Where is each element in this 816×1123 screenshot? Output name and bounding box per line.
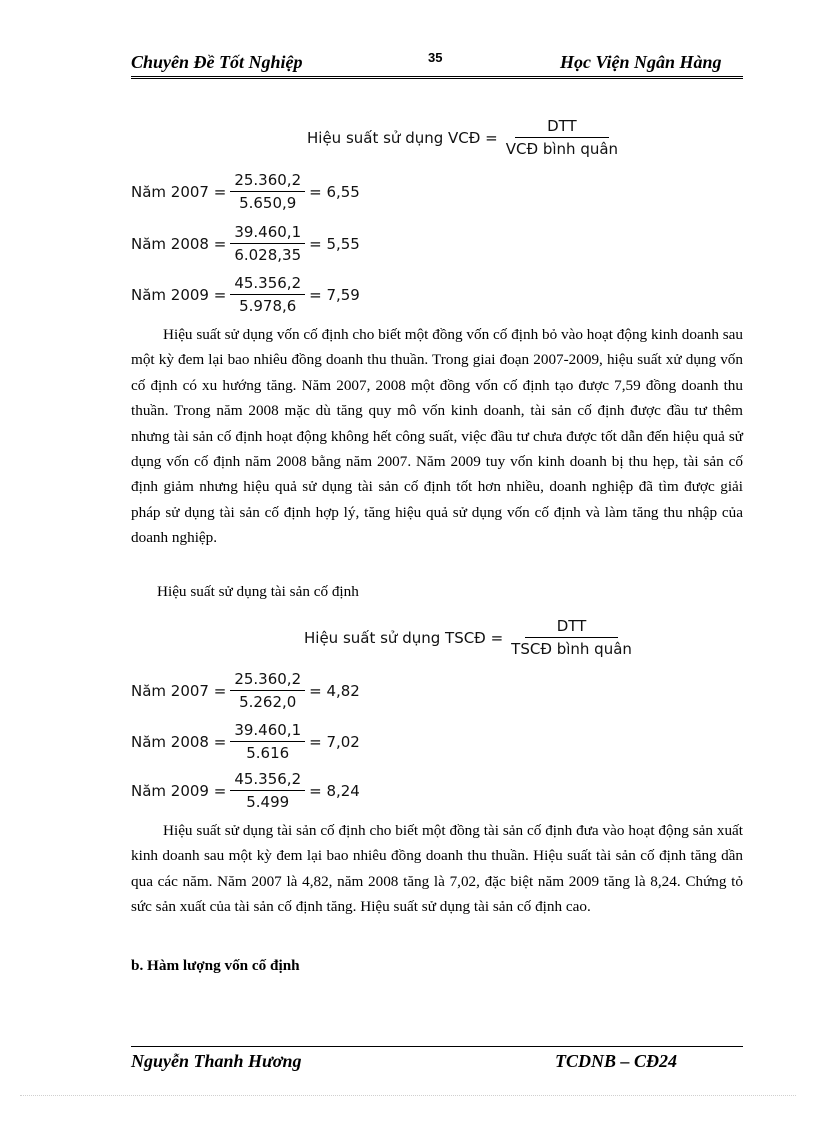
paragraph-tscd-analysis — [131, 818, 743, 920]
paragraph-2-text: Hiệu suất sử dụng tài sản cố định cho biết một đồng tài sản cố định đưa vào hoạt động sản xuất kinh doanh sau một kỳ đem lại bao nhiêu đồng doanh thu thuần. Hiệu suất tài sản cố định tăng dần qua các năm. Năm 2007 là 4,82, năm 2008 tăng là 7,02, đặc biệt năm 2009 tăng là 8,24. Chứng tỏ sức sản xuất của tài sản cố định tăng. Hiệu suất sử dụng tài sản cố định cao. — [131, 822, 743, 916]
row-result: = 4,82 — [309, 681, 360, 700]
row-year: Năm 2008 = — [131, 732, 227, 751]
formula-tscd-denominator: TSCĐ bình quân — [511, 640, 632, 658]
paragraph-vcd-analysis — [131, 322, 743, 551]
row-numerator: 25.360,2 — [230, 670, 305, 691]
footer-class-code: TCDNB – CĐ24 — [555, 1051, 678, 1071]
row-fraction — [230, 171, 305, 212]
formula-vcd-label: Hiệu suất sử dụng VCĐ = — [307, 128, 498, 147]
formula-tscd — [304, 617, 640, 658]
formula-vcd-denominator: VCĐ bình quân — [505, 140, 619, 158]
vcd-row-2009 — [131, 274, 360, 315]
row-denominator: 5.650,9 — [239, 194, 297, 212]
vcd-row-2007 — [131, 171, 360, 212]
row-year: Năm 2009 = — [131, 781, 227, 800]
row-year: Năm 2007 = — [131, 681, 227, 700]
formula-vcd-fraction — [502, 117, 622, 158]
row-numerator: 39.460,1 — [230, 721, 305, 742]
row-denominator: 5.978,6 — [239, 297, 297, 315]
row-denominator: 5.616 — [246, 744, 290, 762]
section-subheading: b. Hàm lượng vốn cố định — [131, 957, 300, 974]
row-fraction — [230, 670, 305, 711]
footer-rule — [131, 1046, 743, 1047]
row-numerator: 45.356,2 — [230, 274, 305, 295]
row-denominator: 6.028,35 — [234, 246, 302, 264]
row-result: = 7,02 — [309, 732, 360, 751]
row-numerator: 39.460,1 — [230, 223, 305, 244]
header-rule — [131, 76, 743, 79]
row-year: Năm 2009 = — [131, 285, 227, 304]
row-result: = 8,24 — [309, 781, 360, 800]
row-result: = 5,55 — [309, 234, 360, 253]
formula-tscd-label: Hiệu suất sử dụng TSCĐ = — [304, 628, 504, 647]
formula-tscd-fraction — [507, 617, 636, 658]
formula-vcd-numerator: DTT — [515, 117, 609, 138]
row-result: = 7,59 — [309, 285, 360, 304]
row-year: Năm 2008 = — [131, 234, 227, 253]
header-right-title: Học Viện Ngân Hàng — [560, 52, 722, 72]
row-fraction — [230, 770, 305, 811]
row-numerator: 25.360,2 — [230, 171, 305, 192]
row-denominator: 5.262,0 — [239, 693, 297, 711]
paragraph-1-text: Hiệu suất sử dụng vốn cố định cho biết một đồng vốn cố định bỏ vào hoạt động kinh doanh sau một kỳ đem lại bao nhiêu đồng doanh thu thuần. Trong giai đoạn 2007-2009, hiệu suất xử dụng vốn cố định có xu hướng tăng. Năm 2007, 2008 một đồng vốn cố định tạo được 7,59 đồng doanh thu thuần. Trong năm 2008 mặc dù tăng quy mô vốn kinh doanh, tài sản cố định được đầu tư thêm nhưng tài sản cố định hoạt động không hết công suất, việc đầu tư chưa được tốt dẫn đến hiệu quả sử dụng vốn cố định năm 2008 bằng năm 2007. Năm 2009 tuy vốn kinh doanh bị thu hẹp, tài sản cố định giảm nhưng hiệu quả sử dụng tài sản cố định tốt hơn nhiều, doanh nghiệp đã tìm được giải pháp sử dụng tài sản cố định hợp lý, tăng hiệu quả sử dụng vốn cố định và làm tăng thu nhập của doanh nghiệp. — [131, 326, 743, 547]
formula-vcd — [307, 117, 626, 158]
row-year: Năm 2007 = — [131, 182, 227, 201]
row-fraction — [230, 274, 305, 315]
row-numerator: 45.356,2 — [230, 770, 305, 791]
tscd-row-2009 — [131, 770, 360, 811]
tscd-row-2007 — [131, 670, 360, 711]
row-fraction — [230, 721, 305, 762]
tscd-row-2008 — [131, 721, 360, 762]
page-bottom-dotted-line — [20, 1095, 796, 1096]
page-number: 35 — [428, 50, 443, 65]
vcd-row-2008 — [131, 223, 360, 264]
footer-author: Nguyễn Thanh Hương — [131, 1051, 302, 1071]
formula-tscd-numerator: DTT — [525, 617, 619, 638]
label-tscd: Hiệu suất sử dụng tài sản cố định — [157, 583, 359, 600]
row-result: = 6,55 — [309, 182, 360, 201]
header-left-title: Chuyên Đề Tốt Nghiệp — [131, 52, 303, 72]
row-fraction — [230, 223, 305, 264]
row-denominator: 5.499 — [246, 793, 290, 811]
